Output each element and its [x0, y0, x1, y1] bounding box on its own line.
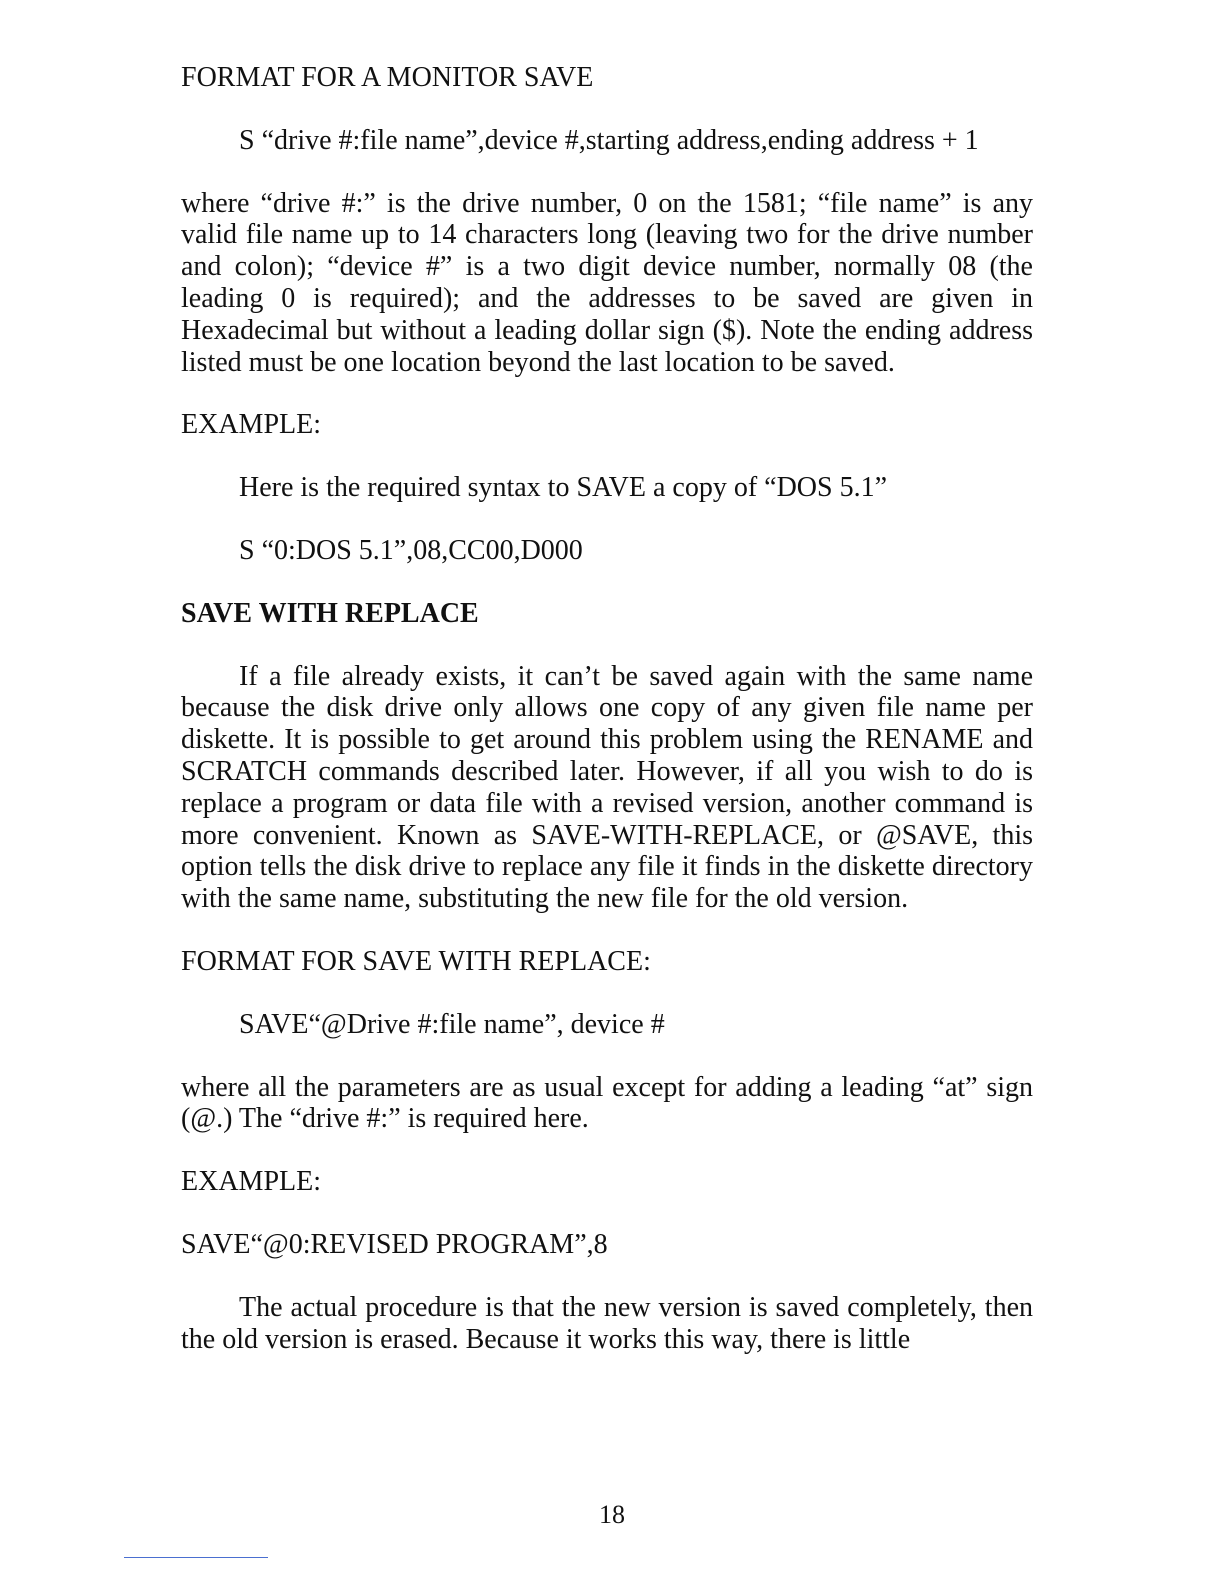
footer-rule	[124, 1557, 268, 1558]
section-heading: SAVE WITH REPLACE	[181, 597, 479, 629]
monitor-save-syntax: S “drive #:file name”,device #,starting address,ending address + 1	[239, 124, 979, 156]
closing-paragraph: The actual procedure is that the new version is saved completely, then the old version is erased. Because it works this way, there is little	[181, 1291, 1033, 1355]
page-body	[181, 62, 1033, 1355]
example-description: Here is the required syntax to SAVE a copy of “DOS 5.1”	[239, 472, 888, 504]
save-with-replace-syntax: SAVE“@Drive #:file name”, device #	[239, 1008, 665, 1040]
example-code: S “0:DOS 5.1”,08,CC00,D000	[239, 534, 583, 566]
monitor-save-explanation: where “drive #:” is the drive number, 0 on the 1581; “file name” is any valid file name up to 14 characters long (leaving two for the drive number and colon); “device #” is a two digit device number, normally 08 (the leading 0 is required); and the addresses to be saved are given in Hexadecimal but without a leading dollar sign ($). Note the ending address listed must be one location beyond the last location to be saved.	[181, 187, 1033, 378]
page-number: 18	[599, 1500, 625, 1529]
save-with-replace-paragraph: If a file already exists, it can’t be saved again with the same name because the disk drive only allows one copy of any given file name per diskette. It is possible to get around this problem using the RENAME and SCRATCH commands described later. However, if all you wish to do is replace a program or data file with a revised version, another command is more convenient. Known as SAVE-WITH-REPLACE, or @SAVE, this option tells the disk drive to replace any file it finds in the diskette directory with the same name, substituting the new file for the old version.	[181, 660, 1033, 915]
save-with-replace-explanation: where all the parameters are as usual except for adding a leading “at” sign (@.) The “drive #:” is required here.	[181, 1071, 1033, 1135]
format-monitor-save-heading: FORMAT FOR A MONITOR SAVE	[181, 62, 594, 93]
format-save-with-replace-heading: FORMAT FOR SAVE WITH REPLACE:	[181, 945, 651, 977]
example-code-2: SAVE“@0:REVISED PROGRAM”,8	[181, 1228, 608, 1260]
example-label-2: EXAMPLE:	[181, 1166, 321, 1198]
example-label: EXAMPLE:	[181, 409, 321, 441]
